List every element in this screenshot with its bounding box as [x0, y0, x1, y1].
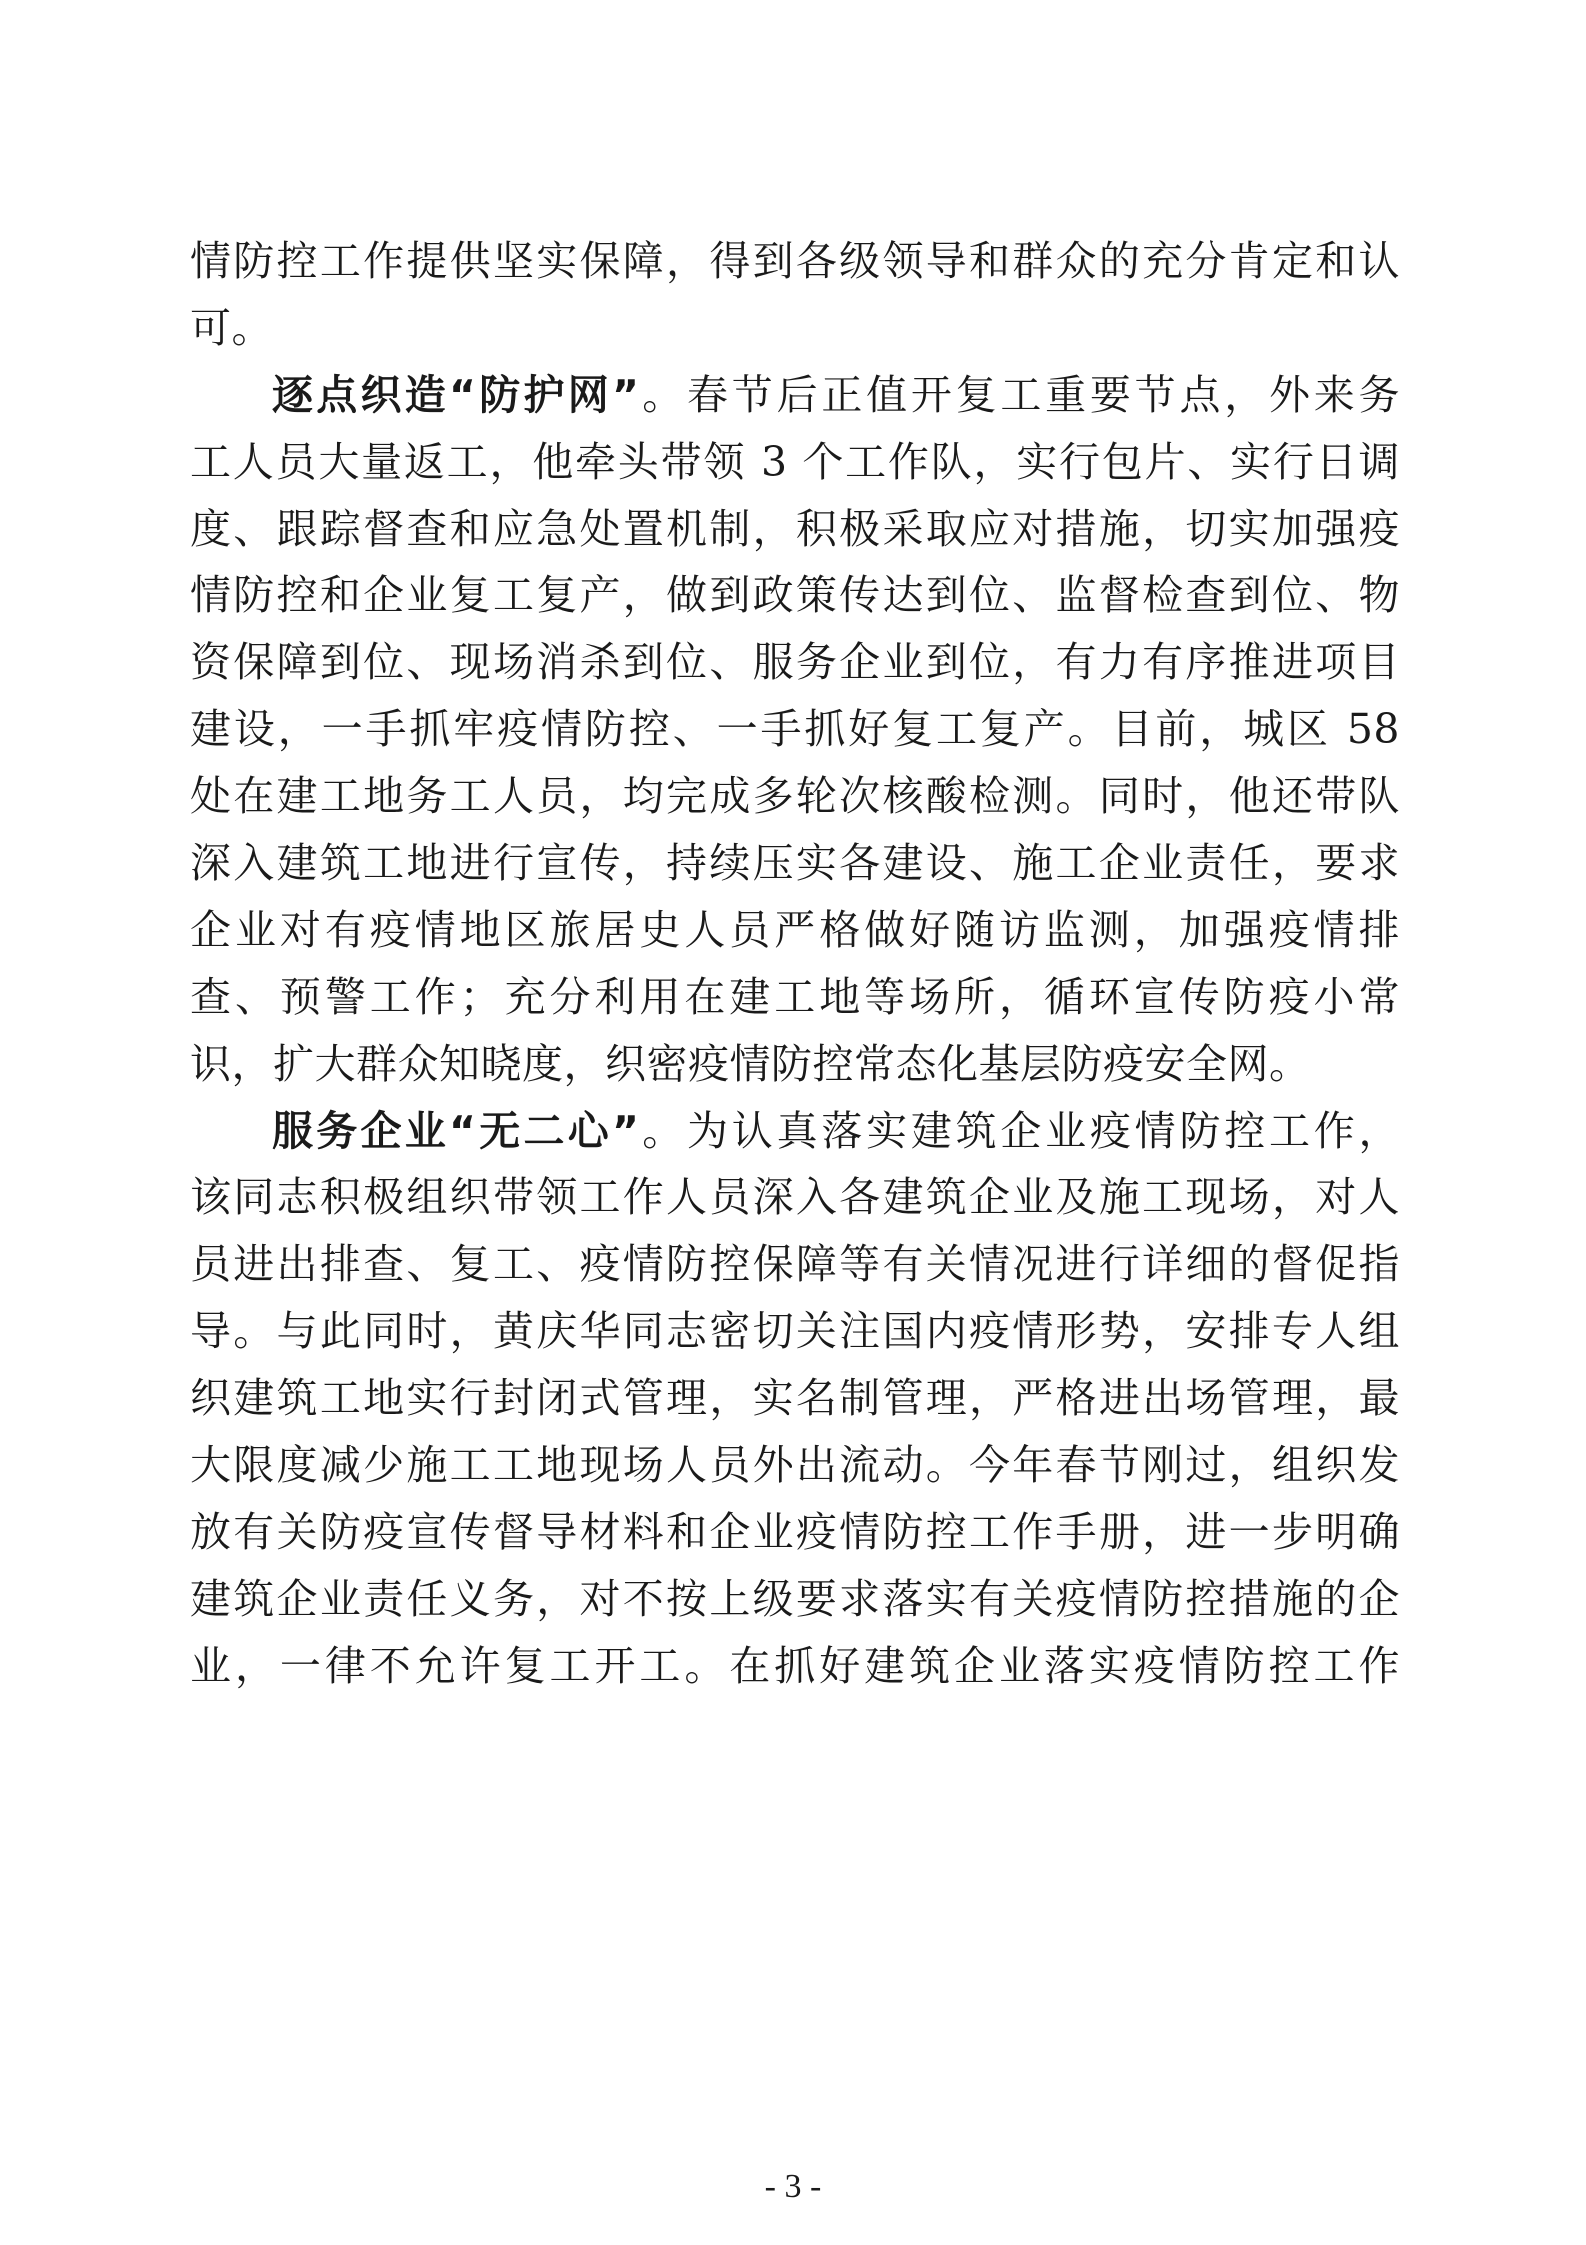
line-text: 业，一律不允许复工开工。在抓好建筑企业落实疫情防控工作 [190, 1641, 1400, 1690]
body-text [190, 228, 1400, 1700]
text-line [190, 562, 1400, 629]
line-text: 深入建筑工地进行宣传，持续压实各建设、施工企业责任，要求 [190, 839, 1400, 888]
line-text: 织建筑工地实行封闭式管理，实名制管理，严格进出场管理，最 [190, 1374, 1400, 1423]
paragraph-heading: 逐点织造“防护网” [272, 370, 640, 419]
line-text: 建设，一手抓牢疫情防控、一手抓好复工复产。目前，城区 58 [190, 705, 1400, 754]
text-line [190, 1031, 1400, 1098]
line-text: 大限度减少施工工地现场人员外出流动。今年春节刚过，组织发 [190, 1441, 1400, 1490]
text-line [190, 295, 1400, 362]
text-line [190, 964, 1400, 1031]
text-line [190, 496, 1400, 563]
line-text: 建筑企业责任义务，对不按上级要求落实有关疫情防控措施的企 [190, 1574, 1400, 1623]
line-text: 放有关防疫宣传督导材料和企业疫情防控工作手册，进一步明确 [190, 1507, 1400, 1556]
text-line [190, 1566, 1400, 1633]
text-line [190, 897, 1400, 964]
text-line [190, 1098, 1400, 1165]
line-text: 工人员大量返工，他牵头带领 3 个工作队，实行包片、实行日调 [190, 437, 1400, 486]
text-line [190, 696, 1400, 763]
text-line [190, 1231, 1400, 1298]
line-text: 情防控工作提供坚实保障，得到各级领导和群众的充分肯定和认 [190, 237, 1400, 285]
text-line [190, 1432, 1400, 1499]
paragraph-heading: 服务企业“无二心” [272, 1106, 640, 1155]
page-number: - 3 - [764, 2168, 822, 2205]
text-line [190, 629, 1400, 696]
text-line [190, 1633, 1400, 1700]
line-text: 情防控和企业复工复产，做到政策传达到位、监督检查到位、物 [190, 571, 1400, 620]
line-text: 。春节后正值开复工重要节点，外来务 [639, 370, 1400, 419]
text-line [190, 1298, 1400, 1365]
line-text: 该同志积极组织带领工作人员深入各建筑企业及施工现场，对人 [190, 1173, 1400, 1222]
text-line [190, 1499, 1400, 1566]
text-line [190, 1164, 1400, 1231]
line-text: 查、预警工作；充分利用在建工地等场所，循环宣传防疫小常 [190, 972, 1400, 1021]
text-line [190, 429, 1400, 496]
line-text: 员进出排查、复工、疫情防控保障等有关情况进行详细的督促指 [190, 1240, 1400, 1289]
text-line [190, 1365, 1400, 1432]
text-line [190, 830, 1400, 897]
line-text: 资保障到位、现场消杀到位、服务企业到位，有力有序推进项目 [190, 638, 1400, 687]
line-text: 可。 [190, 303, 273, 352]
text-line [190, 228, 1400, 295]
line-text: 。为认真落实建筑企业疫情防控工作， [639, 1106, 1400, 1155]
line-text: 度、跟踪督查和应急处置机制，积极采取应对措施，切实加强疫 [190, 504, 1400, 553]
text-line [190, 763, 1400, 830]
line-text: 处在建工地务工人员，均完成多轮次核酸检测。同时，他还带队 [190, 772, 1400, 821]
line-text: 导。与此同时，黄庆华同志密切关注国内疫情形势，安排专人组 [190, 1307, 1400, 1356]
text-line [190, 362, 1400, 429]
line-text: 识，扩大群众知晓度，织密疫情防控常态化基层防疫安全网。 [190, 1039, 1311, 1088]
line-text: 企业对有疫情地区旅居史人员严格做好随访监测，加强疫情排 [190, 905, 1400, 954]
